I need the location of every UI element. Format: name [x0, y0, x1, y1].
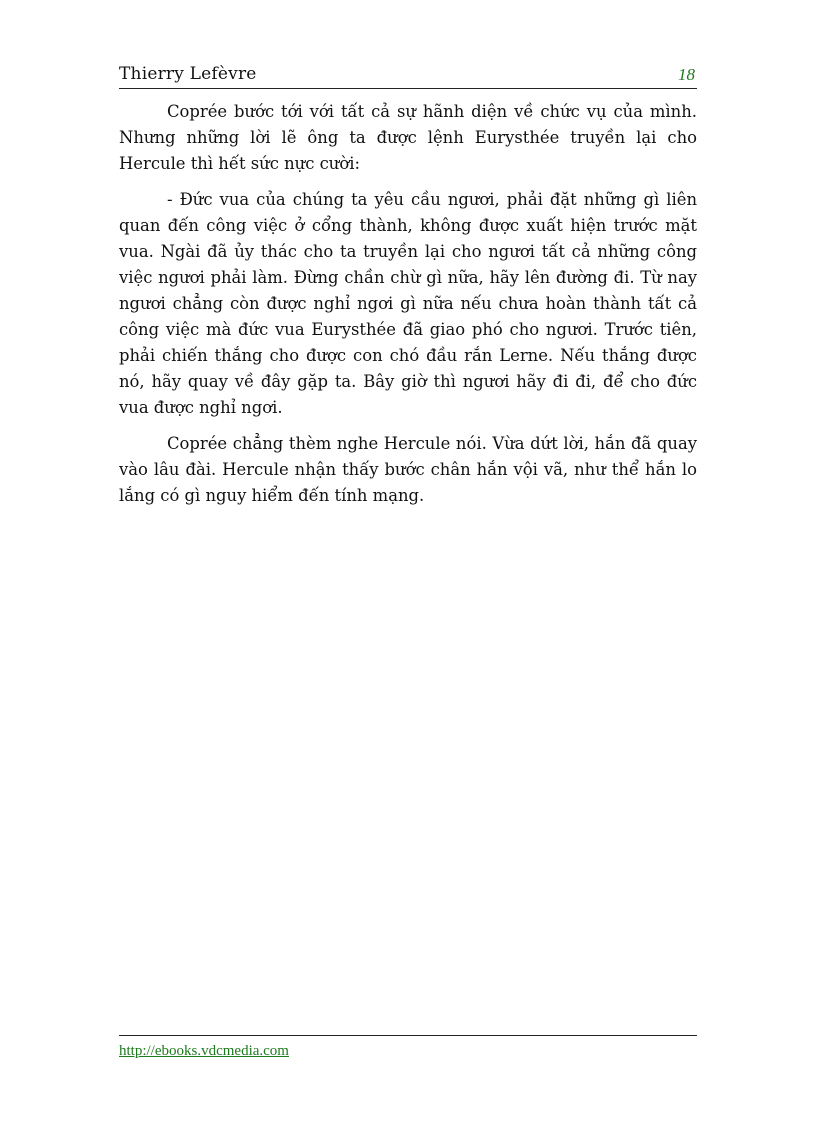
author-name: Thierry Lefèvre [119, 64, 257, 84]
paragraph-3: Coprée chẳng thèm nghe Hercule nói. Vừa dứt lời, hắn đã quay vào lâu đài. Hercule nhận thấy bước chân hắn vội vã, như thể hắn lo lắng có gì nguy hiểm đến tính mạng. [119, 434, 697, 505]
page-header [119, 62, 697, 89]
paragraph-1: Coprée bước tới với tất cả sự hãnh diện về chức vụ của mình. Nhưng những lời lẽ ông ta được lệnh Eurysthée truyền lại cho Hercule thì hết sức nực cười: [119, 102, 697, 173]
footer-divider [119, 1035, 697, 1036]
page-number: 18 [678, 65, 695, 84]
footer-link[interactable]: http://ebooks.vdcmedia.com [119, 1043, 289, 1059]
page-body [119, 99, 697, 519]
paragraph-2: - Đức vua của chúng ta yêu cầu ngươi, phải đặt những gì liên quan đến công việc ở cổng thành, không được xuất hiện trước mặt vua. Ngài đã ủy thác cho ta truyền lại cho ngươi tất cả những công việc ngươi phải làm. Đừng chần chừ gì nữa, hãy lên đường đi. Từ nay ngươi chẳng còn được nghỉ ngơi gì nữa nếu chưa hoàn thành tất cả công việc mà đức vua Eurysthée đã giao phó cho ngươi. Trước tiên, phải chiến thắng cho được con chó đầu rắn Lerne. Nếu thắng được nó, hãy quay về đây gặp ta. Bây giờ thì ngươi hãy đi đi, để cho đức vua được nghỉ ngơi. [119, 190, 697, 417]
